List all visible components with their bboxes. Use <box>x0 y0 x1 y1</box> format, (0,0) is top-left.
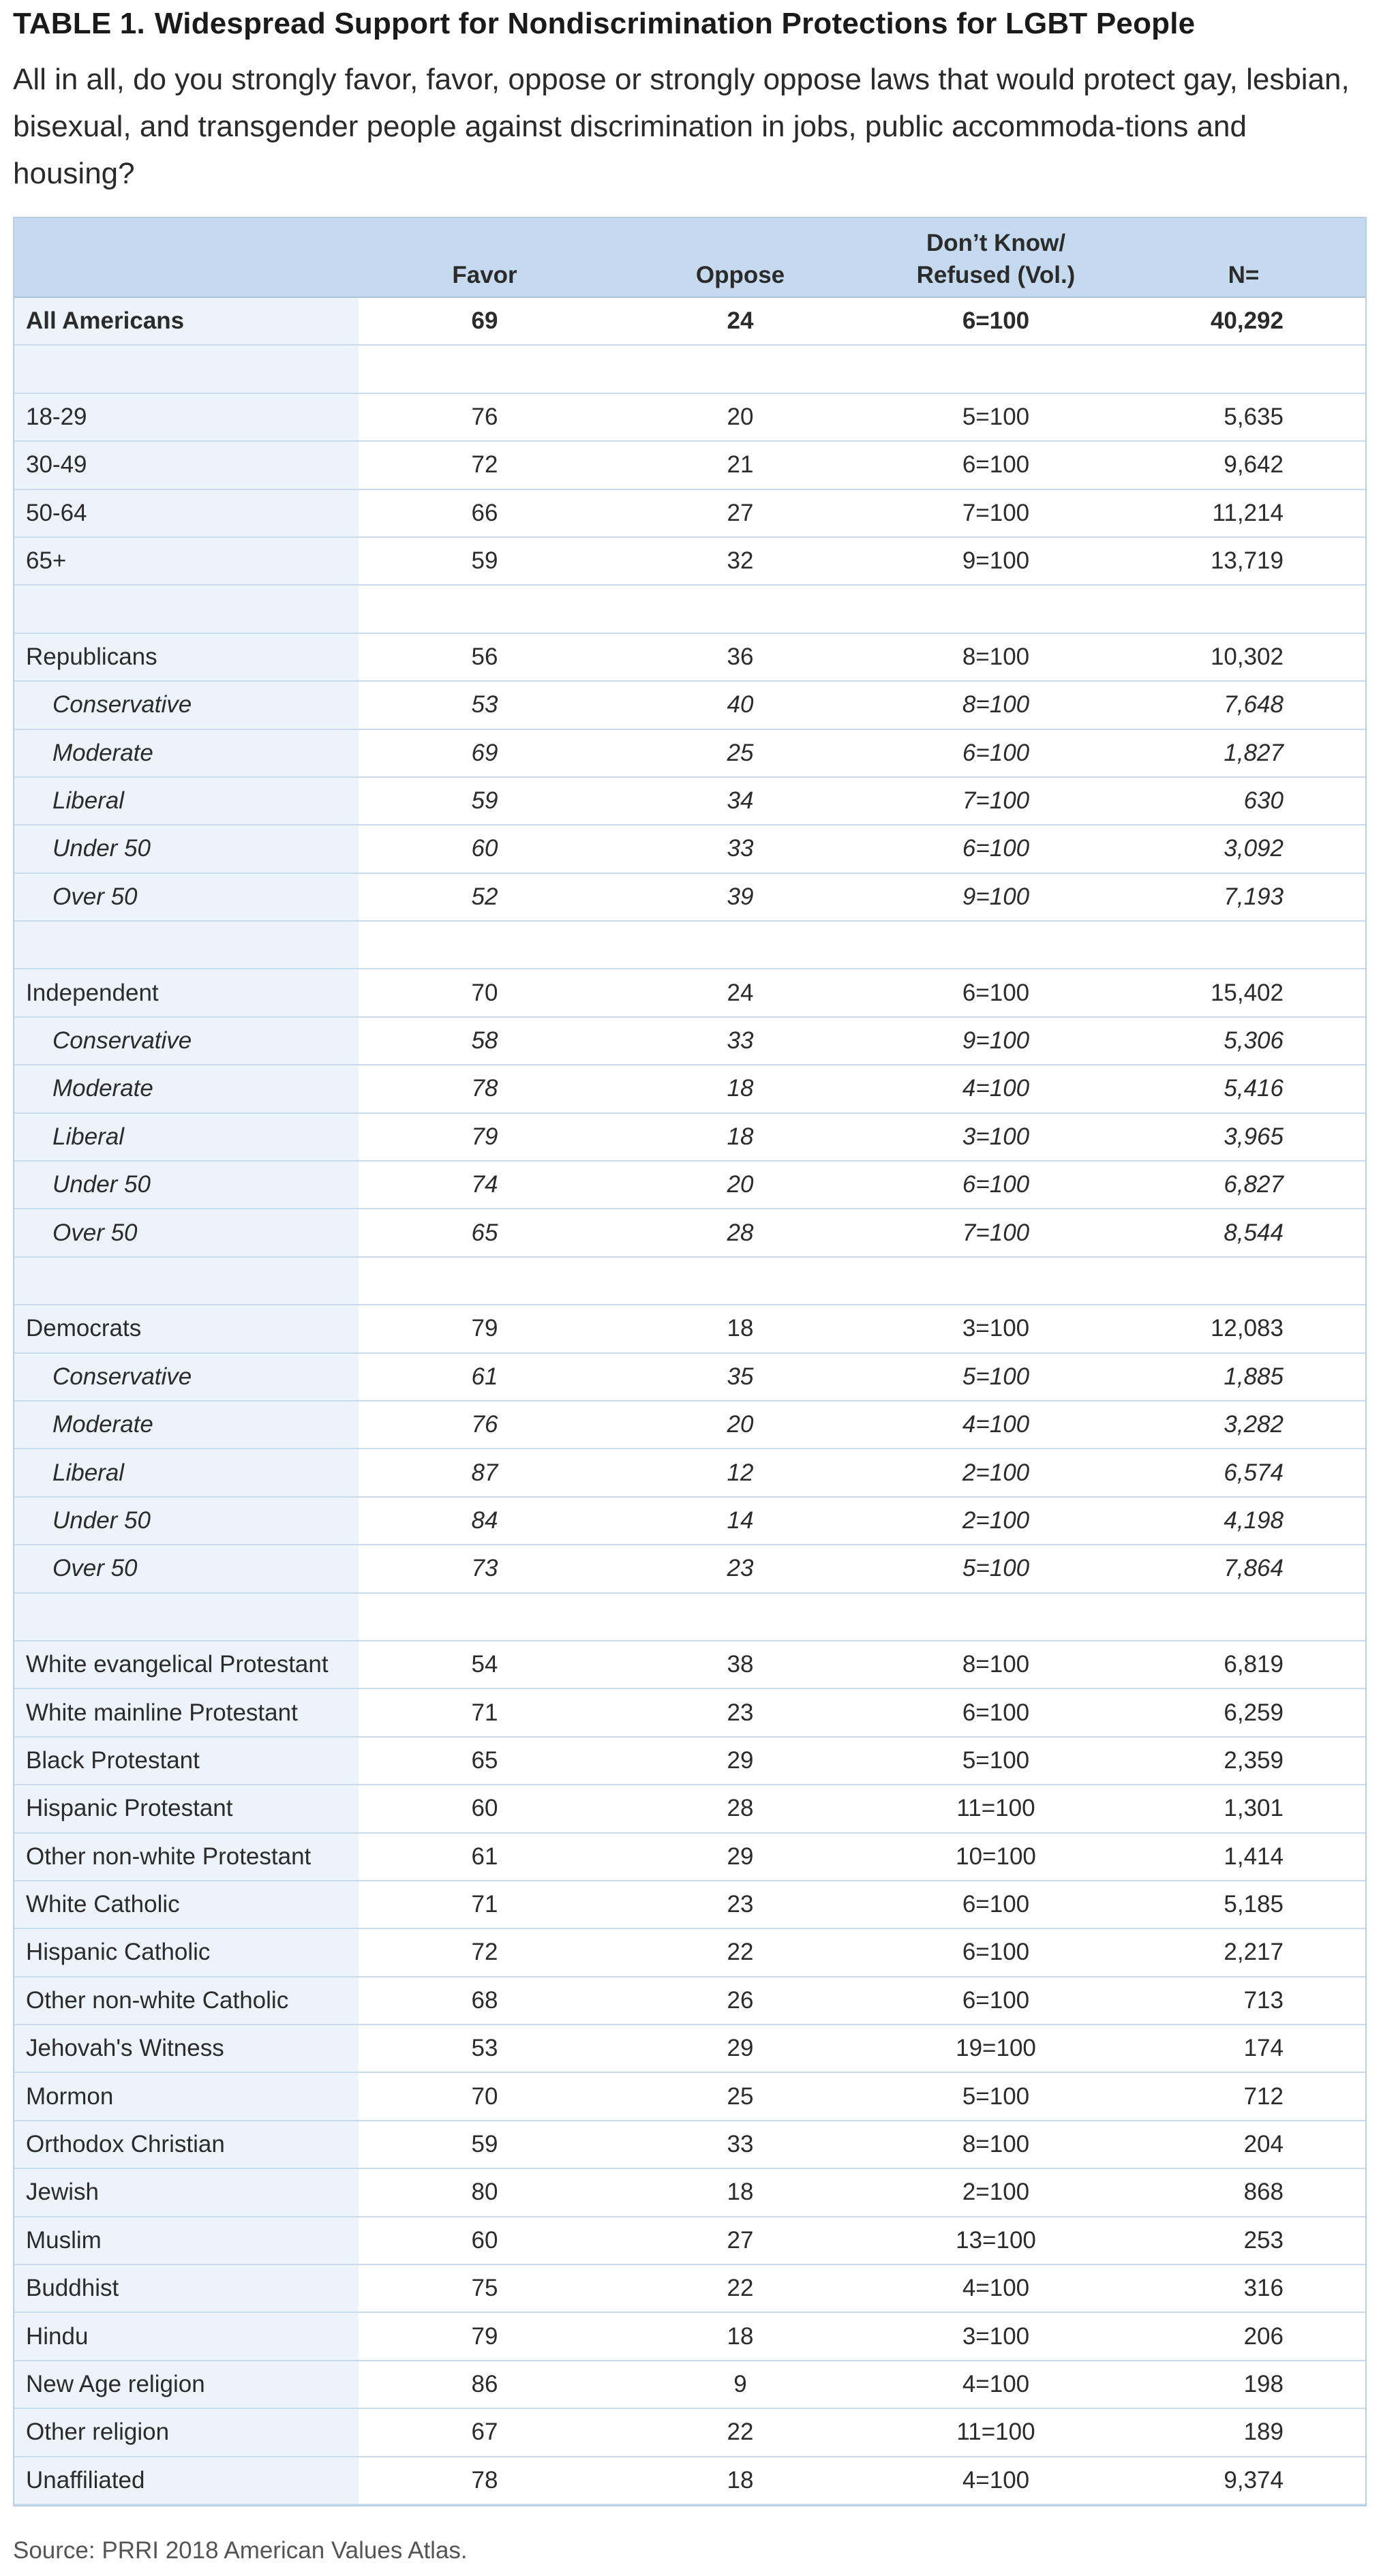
table-row <box>14 2121 1365 2168</box>
table-row <box>14 1688 1365 1736</box>
oppose-cell: 23 <box>611 1688 870 1736</box>
header-favor: Favor <box>359 218 611 297</box>
table-row <box>14 1017 1365 1065</box>
dont-know-cell: 9=100 <box>870 873 1122 921</box>
table-row <box>14 1833 1365 1881</box>
spacer-cell <box>611 585 870 633</box>
spacer-cell <box>611 345 870 393</box>
dont-know-cell: 4=100 <box>870 2457 1122 2504</box>
favor-cell: 70 <box>359 969 611 1016</box>
row-label: 30-49 <box>14 441 359 489</box>
dont-know-cell: 6=100 <box>870 1928 1122 1976</box>
table-row <box>14 441 1365 489</box>
table-row <box>14 1305 1365 1352</box>
dont-know-cell: 6=100 <box>870 297 1122 345</box>
oppose-cell: 35 <box>611 1353 870 1401</box>
favor-cell: 69 <box>359 729 611 777</box>
dont-know-cell: 5=100 <box>870 2072 1122 2120</box>
data-table <box>14 218 1365 2505</box>
spacer-cell <box>611 1593 870 1641</box>
n-cell: 15,402 <box>1122 969 1365 1016</box>
survey-question: All in all, do you strongly favor, favor, oppose or strongly oppose laws that would protect gay, lesbian, bisexual, and transgender people against discrimination in jobs, public accommoda-tions and housing? <box>13 63 1350 190</box>
favor-cell: 86 <box>359 2361 611 2408</box>
row-label: Muslim <box>14 2217 359 2264</box>
dont-know-cell: 8=100 <box>870 633 1122 681</box>
n-cell: 10,302 <box>1122 633 1365 681</box>
table-row <box>14 969 1365 1016</box>
row-label: Democrats <box>14 1305 359 1352</box>
favor-cell: 61 <box>359 1353 611 1401</box>
n-cell: 9,374 <box>1122 2457 1365 2504</box>
spacer-cell <box>1122 585 1365 633</box>
n-cell: 5,306 <box>1122 1017 1365 1065</box>
dont-know-cell: 6=100 <box>870 825 1122 873</box>
row-label: Jewish <box>14 2168 359 2216</box>
favor-cell: 78 <box>359 2457 611 2504</box>
favor-cell: 52 <box>359 873 611 921</box>
row-label: Republicans <box>14 633 359 681</box>
n-cell: 1,885 <box>1122 1353 1365 1401</box>
row-label: Over 50 <box>14 1209 359 1256</box>
dont-know-cell: 4=100 <box>870 1401 1122 1449</box>
table-row <box>14 2264 1365 2312</box>
spacer-cell <box>1122 345 1365 393</box>
dont-know-cell: 19=100 <box>870 2025 1122 2072</box>
oppose-cell: 18 <box>611 1065 870 1112</box>
oppose-cell: 28 <box>611 1209 870 1256</box>
spacer-cell <box>870 1593 1122 1641</box>
oppose-cell: 18 <box>611 1113 870 1161</box>
spacer-cell <box>1122 1593 1365 1641</box>
favor-cell: 79 <box>359 2312 611 2360</box>
spacer-cell <box>359 1257 611 1305</box>
spacer-cell <box>359 921 611 969</box>
n-cell: 316 <box>1122 2264 1365 2312</box>
row-label: Moderate <box>14 729 359 777</box>
n-cell: 253 <box>1122 2217 1365 2264</box>
oppose-cell: 20 <box>611 393 870 441</box>
spacer-cell <box>870 345 1122 393</box>
spacer-cell <box>1122 1257 1365 1305</box>
table-row <box>14 1353 1365 1401</box>
table-row <box>14 1113 1365 1161</box>
table-row <box>14 1737 1365 1785</box>
favor-cell: 79 <box>359 1113 611 1161</box>
oppose-cell: 14 <box>611 1497 870 1545</box>
row-label: Other non-white Protestant <box>14 1833 359 1881</box>
oppose-cell: 12 <box>611 1449 870 1496</box>
dont-know-cell: 7=100 <box>870 489 1122 537</box>
row-label: All Americans <box>14 297 359 345</box>
oppose-cell: 29 <box>611 1737 870 1785</box>
spacer-cell <box>14 1593 359 1641</box>
table-row <box>14 2168 1365 2216</box>
spacer-cell <box>870 1257 1122 1305</box>
favor-cell: 87 <box>359 1449 611 1496</box>
data-table-container <box>13 217 1367 2506</box>
table-row <box>14 1545 1365 1592</box>
dont-know-cell: 5=100 <box>870 1737 1122 1785</box>
row-label: Hispanic Protestant <box>14 1785 359 1832</box>
oppose-cell: 34 <box>611 777 870 825</box>
spacer-cell <box>14 585 359 633</box>
oppose-cell: 20 <box>611 1161 870 1209</box>
n-cell: 198 <box>1122 2361 1365 2408</box>
n-cell: 6,827 <box>1122 1161 1365 1209</box>
spacer-cell <box>14 1257 359 1305</box>
row-label: Moderate <box>14 1401 359 1449</box>
spacer-cell <box>359 1593 611 1641</box>
n-cell: 1,301 <box>1122 1785 1365 1832</box>
oppose-cell: 22 <box>611 2264 870 2312</box>
favor-cell: 78 <box>359 1065 611 1112</box>
row-label: 65+ <box>14 537 359 585</box>
table-row <box>14 2312 1365 2360</box>
dont-know-cell: 6=100 <box>870 1161 1122 1209</box>
favor-cell: 66 <box>359 489 611 537</box>
row-label: Hispanic Catholic <box>14 1928 359 1976</box>
oppose-cell: 24 <box>611 297 870 345</box>
n-cell: 868 <box>1122 2168 1365 2216</box>
dont-know-cell: 13=100 <box>870 2217 1122 2264</box>
favor-cell: 72 <box>359 1928 611 1976</box>
spacer-row <box>14 345 1365 393</box>
oppose-cell: 26 <box>611 1977 870 2025</box>
favor-cell: 65 <box>359 1737 611 1785</box>
n-cell: 6,819 <box>1122 1641 1365 1688</box>
n-cell: 3,282 <box>1122 1401 1365 1449</box>
oppose-cell: 20 <box>611 1401 870 1449</box>
dont-know-cell: 8=100 <box>870 2121 1122 2168</box>
spacer-row <box>14 921 1365 969</box>
source-note: Source: PRRI 2018 American Values Atlas. <box>13 2537 468 2564</box>
dont-know-cell: 9=100 <box>870 1017 1122 1065</box>
table-row <box>14 1401 1365 1449</box>
row-label: Jehovah's Witness <box>14 2025 359 2072</box>
spacer-row <box>14 1257 1365 1305</box>
spacer-cell <box>359 585 611 633</box>
favor-cell: 60 <box>359 2217 611 2264</box>
table-title-text: Widespread Support for Nondiscrimination Protections for LGBT People <box>154 7 1196 40</box>
n-cell: 206 <box>1122 2312 1365 2360</box>
row-label: Liberal <box>14 1449 359 1496</box>
oppose-cell: 18 <box>611 1305 870 1352</box>
dont-know-cell: 3=100 <box>870 2312 1122 2360</box>
dont-know-cell: 10=100 <box>870 1833 1122 1881</box>
favor-cell: 74 <box>359 1161 611 1209</box>
dont-know-cell: 11=100 <box>870 2408 1122 2456</box>
favor-cell: 65 <box>359 1209 611 1256</box>
table-row <box>14 1977 1365 2025</box>
dont-know-cell: 4=100 <box>870 2264 1122 2312</box>
oppose-cell: 18 <box>611 2168 870 2216</box>
row-label: Mormon <box>14 2072 359 2120</box>
spacer-cell <box>870 585 1122 633</box>
n-cell: 11,214 <box>1122 489 1365 537</box>
row-label: Other non-white Catholic <box>14 1977 359 2025</box>
oppose-cell: 39 <box>611 873 870 921</box>
oppose-cell: 36 <box>611 633 870 681</box>
table-row <box>14 2072 1365 2120</box>
table-row <box>14 825 1365 873</box>
dont-know-cell: 2=100 <box>870 1449 1122 1496</box>
table-header-row <box>14 218 1365 297</box>
favor-cell: 76 <box>359 1401 611 1449</box>
favor-cell: 60 <box>359 825 611 873</box>
favor-cell: 54 <box>359 1641 611 1688</box>
n-cell: 204 <box>1122 2121 1365 2168</box>
dont-know-cell: 6=100 <box>870 1688 1122 1736</box>
header-stub <box>14 218 359 297</box>
oppose-cell: 24 <box>611 969 870 1016</box>
favor-cell: 61 <box>359 1833 611 1881</box>
table-number: TABLE 1. <box>13 7 145 40</box>
header-oppose: Oppose <box>611 218 870 297</box>
n-cell: 713 <box>1122 1977 1365 2025</box>
favor-cell: 72 <box>359 441 611 489</box>
table-row <box>14 777 1365 825</box>
table-row <box>14 633 1365 681</box>
oppose-cell: 27 <box>611 2217 870 2264</box>
row-label: Under 50 <box>14 1497 359 1545</box>
row-label: New Age religion <box>14 2361 359 2408</box>
n-cell: 4,198 <box>1122 1497 1365 1545</box>
row-label: Conservative <box>14 681 359 729</box>
n-cell: 6,574 <box>1122 1449 1365 1496</box>
favor-cell: 59 <box>359 537 611 585</box>
favor-cell: 70 <box>359 2072 611 2120</box>
header-n: N= <box>1122 218 1365 297</box>
oppose-cell: 23 <box>611 1545 870 1592</box>
row-label: 50-64 <box>14 489 359 537</box>
n-cell: 3,092 <box>1122 825 1365 873</box>
row-label: Hindu <box>14 2312 359 2360</box>
dont-know-cell: 4=100 <box>870 1065 1122 1112</box>
spacer-cell <box>611 921 870 969</box>
table-row <box>14 2408 1365 2456</box>
dont-know-cell: 6=100 <box>870 1881 1122 1928</box>
spacer-cell <box>14 921 359 969</box>
row-label: Over 50 <box>14 1545 359 1592</box>
row-label: White mainline Protestant <box>14 1688 359 1736</box>
header-dont-know: Don’t Know/ Refused (Vol.) <box>870 218 1122 297</box>
table-row <box>14 2457 1365 2504</box>
oppose-cell: 32 <box>611 537 870 585</box>
table-row <box>14 1785 1365 1832</box>
table-row <box>14 1881 1365 1928</box>
n-cell: 2,217 <box>1122 1928 1365 1976</box>
row-label: White Catholic <box>14 1881 359 1928</box>
table-row <box>14 729 1365 777</box>
table-row <box>14 2217 1365 2264</box>
table-row <box>14 1497 1365 1545</box>
dont-know-cell: 7=100 <box>870 1209 1122 1256</box>
spacer-row <box>14 1593 1365 1641</box>
n-cell: 13,719 <box>1122 537 1365 585</box>
n-cell: 7,193 <box>1122 873 1365 921</box>
favor-cell: 59 <box>359 2121 611 2168</box>
n-cell: 7,648 <box>1122 681 1365 729</box>
oppose-cell: 29 <box>611 1833 870 1881</box>
row-label: Buddhist <box>14 2264 359 2312</box>
favor-cell: 60 <box>359 1785 611 1832</box>
n-cell: 7,864 <box>1122 1545 1365 1592</box>
n-cell: 712 <box>1122 2072 1365 2120</box>
row-label: Over 50 <box>14 873 359 921</box>
dont-know-cell: 5=100 <box>870 1545 1122 1592</box>
n-cell: 2,359 <box>1122 1737 1365 1785</box>
dont-know-cell: 5=100 <box>870 1353 1122 1401</box>
table-row <box>14 537 1365 585</box>
oppose-cell: 23 <box>611 1881 870 1928</box>
table-row <box>14 873 1365 921</box>
table-row <box>14 489 1365 537</box>
row-label: Under 50 <box>14 825 359 873</box>
row-label: Moderate <box>14 1065 359 1112</box>
dont-know-cell: 6=100 <box>870 1977 1122 2025</box>
row-label: Liberal <box>14 1113 359 1161</box>
dont-know-cell: 3=100 <box>870 1305 1122 1352</box>
table-row <box>14 2025 1365 2072</box>
dont-know-cell: 4=100 <box>870 2361 1122 2408</box>
favor-cell: 71 <box>359 1881 611 1928</box>
table-row <box>14 1928 1365 1976</box>
table-body <box>14 297 1365 2504</box>
oppose-cell: 18 <box>611 2312 870 2360</box>
oppose-cell: 33 <box>611 825 870 873</box>
spacer-cell <box>359 345 611 393</box>
n-cell: 5,635 <box>1122 393 1365 441</box>
favor-cell: 59 <box>359 777 611 825</box>
table-row <box>14 1209 1365 1256</box>
dont-know-cell: 3=100 <box>870 1113 1122 1161</box>
oppose-cell: 28 <box>611 1785 870 1832</box>
row-label: Liberal <box>14 777 359 825</box>
dont-know-cell: 2=100 <box>870 1497 1122 1545</box>
table-title <box>13 7 1195 41</box>
dont-know-cell: 8=100 <box>870 1641 1122 1688</box>
table-row <box>14 681 1365 729</box>
oppose-cell: 29 <box>611 2025 870 2072</box>
table-row <box>14 297 1365 345</box>
row-label: Unaffiliated <box>14 2457 359 2504</box>
favor-cell: 58 <box>359 1017 611 1065</box>
favor-cell: 53 <box>359 2025 611 2072</box>
spacer-cell <box>611 1257 870 1305</box>
n-cell: 12,083 <box>1122 1305 1365 1352</box>
oppose-cell: 22 <box>611 2408 870 2456</box>
table-row <box>14 1641 1365 1688</box>
oppose-cell: 25 <box>611 2072 870 2120</box>
favor-cell: 84 <box>359 1497 611 1545</box>
n-cell: 5,185 <box>1122 1881 1365 1928</box>
favor-cell: 76 <box>359 393 611 441</box>
favor-cell: 69 <box>359 297 611 345</box>
row-label: White evangelical Protestant <box>14 1641 359 1688</box>
n-cell: 40,292 <box>1122 297 1365 345</box>
row-label: Conservative <box>14 1017 359 1065</box>
row-label: Black Protestant <box>14 1737 359 1785</box>
favor-cell: 71 <box>359 1688 611 1736</box>
n-cell: 8,544 <box>1122 1209 1365 1256</box>
favor-cell: 75 <box>359 2264 611 2312</box>
row-label: Conservative <box>14 1353 359 1401</box>
spacer-row <box>14 585 1365 633</box>
dont-know-cell: 2=100 <box>870 2168 1122 2216</box>
n-cell: 3,965 <box>1122 1113 1365 1161</box>
favor-cell: 80 <box>359 2168 611 2216</box>
n-cell: 6,259 <box>1122 1688 1365 1736</box>
spacer-cell <box>1122 921 1365 969</box>
spacer-cell <box>14 345 359 393</box>
n-cell: 5,416 <box>1122 1065 1365 1112</box>
table-row <box>14 393 1365 441</box>
n-cell: 1,827 <box>1122 729 1365 777</box>
dont-know-cell: 9=100 <box>870 537 1122 585</box>
oppose-cell: 33 <box>611 2121 870 2168</box>
dont-know-cell: 6=100 <box>870 969 1122 1016</box>
dont-know-cell: 8=100 <box>870 681 1122 729</box>
oppose-cell: 33 <box>611 1017 870 1065</box>
oppose-cell: 40 <box>611 681 870 729</box>
dont-know-cell: 7=100 <box>870 777 1122 825</box>
table-row <box>14 2361 1365 2408</box>
dont-know-cell: 11=100 <box>870 1785 1122 1832</box>
n-cell: 189 <box>1122 2408 1365 2456</box>
favor-cell: 79 <box>359 1305 611 1352</box>
favor-cell: 56 <box>359 633 611 681</box>
dont-know-cell: 6=100 <box>870 729 1122 777</box>
table-row <box>14 1065 1365 1112</box>
dont-know-cell: 5=100 <box>870 393 1122 441</box>
row-label: Other religion <box>14 2408 359 2456</box>
oppose-cell: 21 <box>611 441 870 489</box>
n-cell: 630 <box>1122 777 1365 825</box>
table-row <box>14 1161 1365 1209</box>
table-row <box>14 1449 1365 1496</box>
oppose-cell: 25 <box>611 729 870 777</box>
n-cell: 9,642 <box>1122 441 1365 489</box>
oppose-cell: 27 <box>611 489 870 537</box>
oppose-cell: 22 <box>611 1928 870 1976</box>
n-cell: 1,414 <box>1122 1833 1365 1881</box>
oppose-cell: 9 <box>611 2361 870 2408</box>
row-label: Under 50 <box>14 1161 359 1209</box>
n-cell: 174 <box>1122 2025 1365 2072</box>
favor-cell: 73 <box>359 1545 611 1592</box>
oppose-cell: 38 <box>611 1641 870 1688</box>
favor-cell: 53 <box>359 681 611 729</box>
row-label: Orthodox Christian <box>14 2121 359 2168</box>
row-label: 18-29 <box>14 393 359 441</box>
dont-know-cell: 6=100 <box>870 441 1122 489</box>
favor-cell: 68 <box>359 1977 611 2025</box>
spacer-cell <box>870 921 1122 969</box>
favor-cell: 67 <box>359 2408 611 2456</box>
row-label: Independent <box>14 969 359 1016</box>
oppose-cell: 18 <box>611 2457 870 2504</box>
